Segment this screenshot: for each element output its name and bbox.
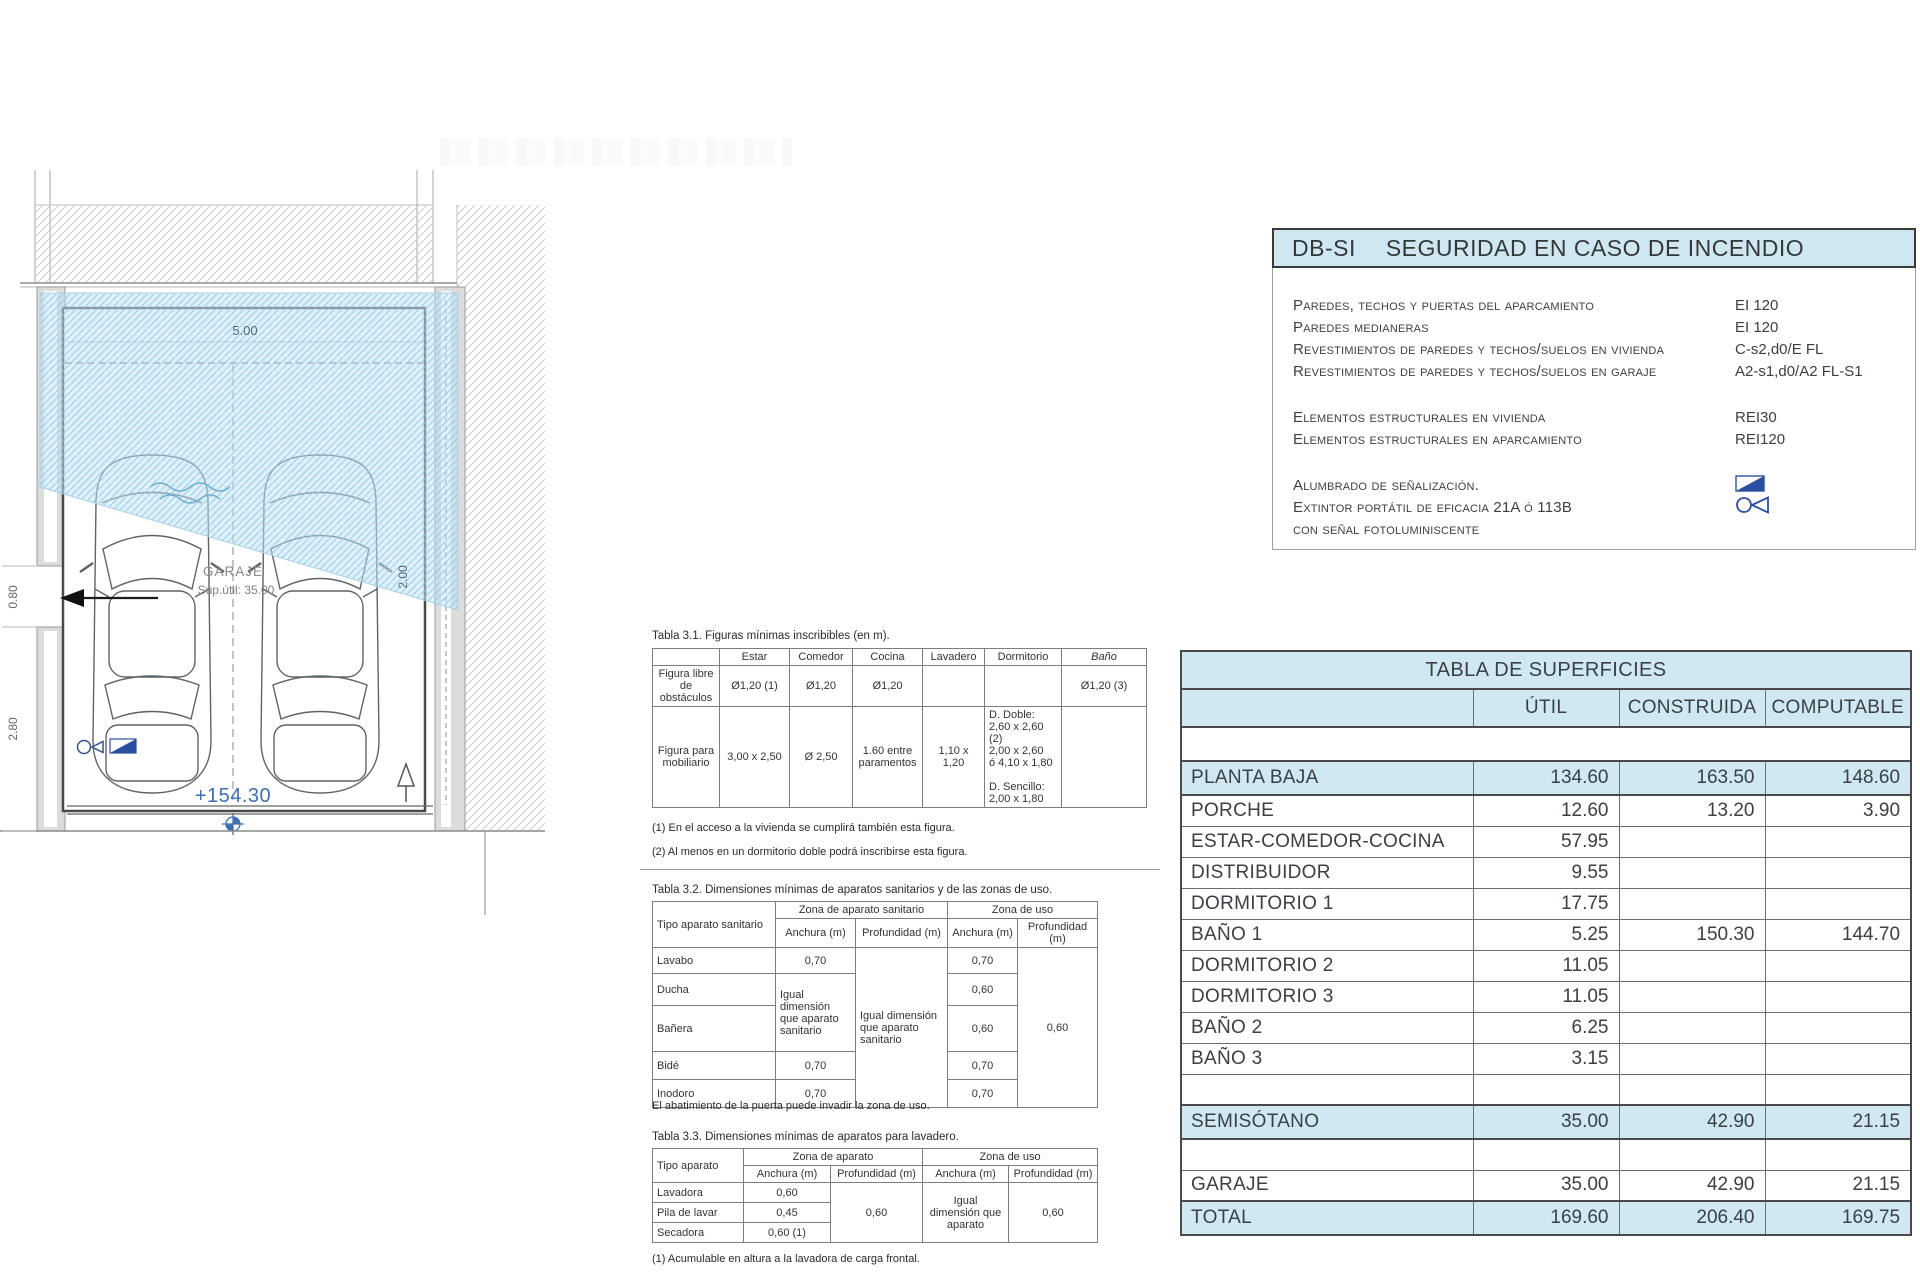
top-wall-hatch: [35, 205, 433, 283]
superficies-row-label: TOTAL: [1181, 1201, 1473, 1235]
dbsi-item-label: Revestimientos de paredes y techos/suelos en vivienda: [1293, 340, 1665, 358]
tabla31-col-header: Lavadero: [923, 649, 985, 666]
superficies-row-label: DORMITORIO 1: [1181, 888, 1473, 919]
superficies-util: 169.60: [1473, 1201, 1619, 1235]
superficies-construida: 206.40: [1619, 1201, 1765, 1235]
tabla33-group-header: Zona de uso: [923, 1149, 1098, 1166]
superficies-util: 134.60: [1473, 761, 1619, 795]
superficies-construida: [1619, 857, 1765, 888]
dim-side-label: 2.80: [6, 717, 20, 741]
superficies-row: [1181, 761, 1911, 795]
dbsi-item: [1293, 406, 1897, 428]
dbsi-item: [1293, 338, 1897, 360]
tabla31-footnote-2: (2) Al menos en un dormitorio doble podrá inscribirse esta figura.: [652, 846, 968, 858]
tabla33-sub-header: Anchura (m): [923, 1166, 1009, 1183]
dbsi-item-label: Elementos estructurales en vivienda: [1293, 408, 1546, 426]
dbsi-item: [1293, 474, 1897, 496]
superficies-title: TABLA DE SUPERFICIES: [1181, 651, 1911, 689]
superficies-construida: [1619, 888, 1765, 919]
superficies-row: [1181, 1201, 1911, 1235]
superficies-row-label: PLANTA BAJA: [1181, 761, 1473, 795]
superficies-gap-cell: [1473, 1139, 1619, 1170]
tabla32-row-label: Inodoro: [653, 1080, 776, 1108]
dim-door-label: 0.80: [6, 585, 20, 609]
level-label: +154.30: [194, 785, 272, 807]
room-area-label: Sup.útil: 35.00: [197, 583, 275, 597]
superficies-row: [1181, 1043, 1911, 1074]
superficies-gap-cell: [1181, 1074, 1473, 1105]
superficies-computable: [1765, 888, 1911, 919]
tabla31-col-header: [653, 649, 720, 666]
tabla32-merged-depth: Igual dimensión que aparato sanitario: [856, 948, 948, 1108]
tabla33-row-label: Pila de lavar: [653, 1203, 744, 1223]
superficies-row-label: BAÑO 3: [1181, 1043, 1473, 1074]
superficies-row: [1181, 1105, 1911, 1139]
dim-width-label: 5.00: [232, 323, 258, 338]
tabla32: [652, 901, 1098, 1108]
superficies-row-label: DISTRIBUIDOR: [1181, 857, 1473, 888]
superficies-col-construida: CONSTRUIDA: [1619, 689, 1765, 727]
superficies-computable: 3.90: [1765, 795, 1911, 826]
tabla31-cell: 1,10 x 1,20: [923, 707, 985, 808]
tabla31-cell: [1062, 707, 1147, 808]
superficies-row: [1181, 919, 1911, 950]
tabla32-note: El abatimiento de la puerta puede invadir la zona de uso.: [652, 1100, 930, 1112]
superficies-col-empty: [1181, 689, 1473, 727]
superficies-gap-cell: [1619, 1074, 1765, 1105]
dbsi-item-label: Alumbrado de señalización.: [1293, 476, 1480, 494]
superficies-construida: [1619, 1043, 1765, 1074]
garage-floor-plan: [0, 0, 620, 1280]
dbsi-item-value: REI30: [1735, 408, 1777, 426]
superficies-row: [1181, 981, 1911, 1012]
superficies-computable: [1765, 1012, 1911, 1043]
superficies-gap-cell: [1765, 1139, 1911, 1170]
tabla31-row-label: Figura para mobiliario: [653, 707, 720, 808]
superficies-computable: [1765, 1043, 1911, 1074]
superficies-construida: 42.90: [1619, 1170, 1765, 1201]
superficies-computable: 21.15: [1765, 1170, 1911, 1201]
dbsi-item-label: con señal fotoluminiscente: [1293, 520, 1480, 538]
tabla31-cell: Ø1,20: [853, 666, 923, 707]
dbsi-item: [1293, 518, 1897, 540]
tabla32-group-header: Zona de aparato sanitario: [776, 902, 948, 919]
superficies-util: 3.15: [1473, 1043, 1619, 1074]
dbsi-item-value: REI120: [1735, 430, 1786, 448]
superficies-gap-cell: [1619, 1139, 1765, 1170]
tabla33-cell: 0,60: [744, 1183, 831, 1203]
superficies-gap-row: [1181, 1074, 1911, 1105]
superficies-computable: 144.70: [1765, 919, 1911, 950]
tabla31-footnote-1: (1) En el acceso a la vivienda se cumplirá también esta figura.: [652, 822, 955, 834]
tabla33-cell: 0,60 (1): [744, 1223, 831, 1243]
tabla31-cell: [985, 666, 1062, 707]
tabla33-group-header: Zona de aparato: [744, 1149, 923, 1166]
superficies-computable: [1765, 950, 1911, 981]
superficies-construida: [1619, 826, 1765, 857]
superficies-row-label: DORMITORIO 3: [1181, 981, 1473, 1012]
tabla33-merged-use-width: Igual dimensión que aparato: [923, 1183, 1009, 1243]
dbsi-item: [1293, 428, 1897, 450]
tabla31-cell: Ø1,20 (1): [720, 666, 790, 707]
superficies-row: [1181, 950, 1911, 981]
tabla32-sub-header: Profundidad (m): [856, 919, 948, 948]
superficies-row: [1181, 1170, 1911, 1201]
dbsi-item-label: Paredes, techos y puertas del aparcamiento: [1293, 296, 1595, 314]
tabla33: [652, 1148, 1098, 1243]
dbsi-item: [1293, 360, 1897, 382]
superficies-util: 35.00: [1473, 1105, 1619, 1139]
superficies-construida: 163.50: [1619, 761, 1765, 795]
dbsi-item-label: Extintor portátil de eficacia 21A ó 113B: [1293, 498, 1573, 516]
tabla32-row-label: Bañera: [653, 1006, 776, 1052]
superficies-col-computable: COMPUTABLE: [1765, 689, 1911, 727]
superficies-row: [1181, 857, 1911, 888]
tabla31-col-header: Estar: [720, 649, 790, 666]
dbsi-title-bar: [1272, 228, 1916, 268]
section-divider: [640, 869, 1160, 870]
tabla32-cell: 0,70: [948, 1052, 1018, 1080]
extinguisher-icon: [1735, 495, 1897, 519]
tabla32-corner: Tipo aparato sanitario: [653, 902, 776, 948]
superficies-util: 11.05: [1473, 950, 1619, 981]
superficies-gap-row: [1181, 1139, 1911, 1170]
superficies-util: 17.75: [1473, 888, 1619, 919]
superficies-util: 12.60: [1473, 795, 1619, 826]
tabla33-merged-use-depth: 0,60: [1009, 1183, 1098, 1243]
tabla32-cell: 0,70: [776, 1052, 856, 1080]
superficies-gap-cell: [1181, 1139, 1473, 1170]
tabla32-sub-header: Anchura (m): [776, 919, 856, 948]
dbsi-items: [1273, 268, 1915, 540]
tabla31-row-label: Figura libre de obstáculos: [653, 666, 720, 707]
tabla31-cell: Ø 2,50: [790, 707, 853, 808]
tabla31-data-row: [653, 666, 1147, 707]
superficies-gap-row: [1181, 727, 1911, 761]
tabla31-col-header: Dormitorio: [985, 649, 1062, 666]
tabla31-header-row: [653, 649, 1147, 666]
tabla32-row-label: Bidé: [653, 1052, 776, 1080]
tabla33-footnote: (1) Acumulable en altura a la lavadora de carga frontal.: [652, 1253, 920, 1265]
tabla33-corner: Tipo aparato: [653, 1149, 744, 1183]
superficies-gap-cell: [1181, 727, 1911, 761]
superficies-row-label: BAÑO 1: [1181, 919, 1473, 950]
superficies-row: [1181, 826, 1911, 857]
tabla31-col-header: Comedor: [790, 649, 853, 666]
superficies-computable: [1765, 826, 1911, 857]
superficies-util: 5.25: [1473, 919, 1619, 950]
superficies-util: 6.25: [1473, 1012, 1619, 1043]
tabla31: [652, 648, 1147, 808]
superficies-construida: [1619, 981, 1765, 1012]
plan-signal-light-icon: [110, 739, 136, 753]
superficies-computable: 148.60: [1765, 761, 1911, 795]
dim-depth-label: 2.00: [396, 565, 410, 589]
tabla31-cell: [923, 666, 985, 707]
superficies-construida: [1619, 1012, 1765, 1043]
superficies-construida: 13.20: [1619, 795, 1765, 826]
tabla31-col-header: Cocina: [853, 649, 923, 666]
tabla32-cell: 0,70: [776, 948, 856, 974]
tabla32-row-label: Lavabo: [653, 948, 776, 974]
dbsi-item: [1293, 294, 1897, 316]
tabla32-merged-use-depth: 0,60: [1018, 948, 1098, 1108]
signal-light-icon: [1735, 475, 1897, 496]
superficies-util: 11.05: [1473, 981, 1619, 1012]
superficies-row: [1181, 888, 1911, 919]
tabla32-row-label: Ducha: [653, 974, 776, 1006]
tabla32-sub-header: Anchura (m): [948, 919, 1018, 948]
superficies-row-label: GARAJE: [1181, 1170, 1473, 1201]
superficies-gap-cell: [1765, 1074, 1911, 1105]
superficies-construida: [1619, 950, 1765, 981]
tabla33-header-row-1: [653, 1149, 1098, 1166]
dbsi-item-value: EI 120: [1735, 318, 1779, 336]
dbsi-item-label: Elementos estructurales en aparcamiento: [1293, 430, 1582, 448]
tabla31-cell: 1.60 entre paramentos: [853, 707, 923, 808]
superficies-row-label: SEMISÓTANO: [1181, 1105, 1473, 1139]
superficies-row-label: PORCHE: [1181, 795, 1473, 826]
tabla32-cell: 0,70: [948, 1080, 1018, 1108]
dbsi-item-value: EI 120: [1735, 296, 1779, 314]
superficies-table: [1180, 650, 1912, 1236]
tabla32-header-row-1: [653, 902, 1098, 919]
tabla33-merged-depth: 0,60: [831, 1183, 923, 1243]
tabla33-data-row: [653, 1183, 1098, 1203]
superficies-computable: [1765, 981, 1911, 1012]
tabla33-sub-header: Profundidad (m): [831, 1166, 923, 1183]
tabla33-sub-header: Profundidad (m): [1009, 1166, 1098, 1183]
superficies-row-label: ESTAR-COMEDOR-COCINA: [1181, 826, 1473, 857]
dbsi-title: SEGURIDAD EN CASO DE INCENDIO: [1385, 234, 1805, 261]
tabla33-title: Tabla 3.3. Dimensiones mínimas de aparatos para lavadero.: [652, 1131, 959, 1143]
tabla32-cell: 0,70: [776, 1080, 856, 1108]
tabla33-sub-header: Anchura (m): [744, 1166, 831, 1183]
superficies-util: 35.00: [1473, 1170, 1619, 1201]
right-neighbour-hatch: [457, 205, 545, 831]
room-label: GARAJE: [202, 564, 264, 579]
dbsi-code: DB-SI: [1292, 234, 1356, 261]
dbsi-item-label: Revestimientos de paredes y techos/suelos en garaje: [1293, 362, 1657, 380]
tabla32-cell: 0,60: [948, 974, 1018, 1006]
superficies-computable: 21.15: [1765, 1105, 1911, 1139]
superficies-computable: 169.75: [1765, 1201, 1911, 1235]
superficies-col-util: ÚTIL: [1473, 689, 1619, 727]
dbsi-item-value: C-s2,d0/E FL: [1735, 340, 1824, 358]
superficies-computable: [1765, 857, 1911, 888]
tabla32-title: Tabla 3.2. Dimensiones mínimas de aparatos sanitarios y de las zonas de uso.: [652, 884, 1053, 896]
tabla31-col-header: Baño: [1062, 649, 1147, 666]
tabla32-cell: 0,60: [948, 1006, 1018, 1052]
superficies-util: 9.55: [1473, 857, 1619, 888]
tabla31-title: Tabla 3.1. Figuras mínimas inscribibles (en m).: [652, 630, 890, 642]
tabla33-row-label: Secadora: [653, 1223, 744, 1243]
tabla32-group-header: Zona de uso: [948, 902, 1098, 919]
tabla32-data-row: [653, 948, 1098, 974]
superficies-util: 57.95: [1473, 826, 1619, 857]
dbsi-panel: [1272, 228, 1916, 550]
superficies-gap-cell: [1473, 1074, 1619, 1105]
tabla33-cell: 0,45: [744, 1203, 831, 1223]
dbsi-item: [1293, 316, 1897, 338]
tabla31-data-row: [653, 707, 1147, 808]
tabla33-row-label: Lavadora: [653, 1183, 744, 1203]
superficies-row-label: BAÑO 2: [1181, 1012, 1473, 1043]
superficies-row: [1181, 1012, 1911, 1043]
superficies-row: [1181, 795, 1911, 826]
tabla32-merged-width: Igual dimensión que aparato sanitario: [776, 974, 856, 1052]
dbsi-item-value: A2-s1,d0/A2 FL-S1: [1735, 362, 1863, 380]
superficies-construida: 150.30: [1619, 919, 1765, 950]
tabla31-cell: 3,00 x 2,50: [720, 707, 790, 808]
dbsi-item: [1293, 496, 1897, 518]
tabla32-cell: 0,70: [948, 948, 1018, 974]
tabla31-cell: Ø1,20 (3): [1062, 666, 1147, 707]
tabla32-sub-header: Profundidad (m): [1018, 919, 1098, 948]
tabla31-cell: Ø1,20: [790, 666, 853, 707]
dbsi-item-label: Paredes medianeras: [1293, 318, 1429, 336]
tabla31-cell: D. Doble: 2,60 x 2,60 (2) 2,00 x 2,60 ó 4,10 x 1,80 D. Sencillo: 2,00 x 1,80: [985, 707, 1062, 808]
superficies-row-label: DORMITORIO 2: [1181, 950, 1473, 981]
superficies-construida: 42.90: [1619, 1105, 1765, 1139]
